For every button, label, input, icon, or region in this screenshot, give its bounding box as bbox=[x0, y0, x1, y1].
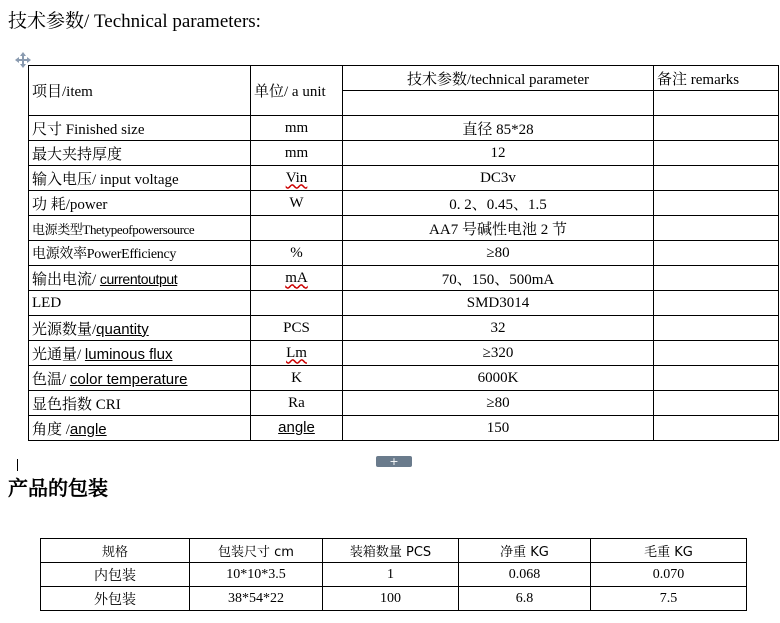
row-unit: W bbox=[251, 191, 343, 216]
row-value: 6000K bbox=[343, 366, 654, 391]
row-unit-text: Lm bbox=[286, 344, 307, 361]
row-value: 32 bbox=[343, 316, 654, 341]
row-unit: % bbox=[251, 241, 343, 266]
header-blank-cell bbox=[343, 91, 654, 116]
row-item bbox=[29, 416, 251, 441]
row-item-cn: 输出电流/ bbox=[32, 271, 100, 288]
row-remarks bbox=[654, 241, 779, 266]
row-value: 直径 85*28 bbox=[343, 116, 654, 141]
table-cell: 0.070 bbox=[591, 563, 747, 587]
row-item: 尺寸 Finished size bbox=[29, 116, 251, 141]
row-remarks bbox=[654, 216, 779, 241]
table-row bbox=[29, 266, 779, 291]
row-remarks bbox=[654, 116, 779, 141]
row-value: 150 bbox=[343, 416, 654, 441]
row-value: 0. 2、0.45、1.5 bbox=[343, 191, 654, 216]
row-item: LED bbox=[29, 291, 251, 316]
row-remarks bbox=[654, 341, 779, 366]
row-value: 70、150、500mA bbox=[343, 266, 654, 291]
row-item: 电源类型Thetypeofpowersource bbox=[29, 216, 251, 241]
header-cell: 净重 KG bbox=[459, 539, 591, 563]
table-row bbox=[29, 241, 779, 266]
table-cell: 6.8 bbox=[459, 587, 591, 611]
row-item: 功 耗/power bbox=[29, 191, 251, 216]
page-heading: 技术参数/ Technical parameters: bbox=[8, 11, 261, 32]
header-cell: 规格 bbox=[41, 539, 190, 563]
row-unit: Ra bbox=[251, 391, 343, 416]
row-item bbox=[29, 366, 251, 391]
row-item-cn: 光通量/ bbox=[32, 346, 85, 363]
packaging-table bbox=[40, 538, 747, 611]
header-cell: 毛重 KG bbox=[591, 539, 747, 563]
header-remarks: 备注 remarks bbox=[654, 66, 779, 91]
header-blank-cell bbox=[654, 91, 779, 116]
row-unit bbox=[251, 266, 343, 291]
row-unit: mm bbox=[251, 116, 343, 141]
row-unit bbox=[251, 291, 343, 316]
row-remarks bbox=[654, 366, 779, 391]
table-row bbox=[29, 116, 779, 141]
row-value: AA7 号碱性电池 2 节 bbox=[343, 216, 654, 241]
technical-parameters-table bbox=[28, 65, 779, 441]
table-cell: 100 bbox=[323, 587, 459, 611]
table-cell: 内包装 bbox=[41, 563, 190, 587]
row-unit: PCS bbox=[251, 316, 343, 341]
table-row bbox=[29, 166, 779, 191]
table-row bbox=[29, 216, 779, 241]
row-unit-text: mA bbox=[285, 269, 308, 286]
row-unit bbox=[251, 416, 343, 441]
row-item bbox=[29, 166, 251, 191]
table-row bbox=[29, 141, 779, 166]
row-value: ≥80 bbox=[343, 241, 654, 266]
row-item-en: color temperature bbox=[69, 370, 188, 388]
table-row bbox=[29, 291, 779, 316]
row-item bbox=[29, 266, 251, 291]
row-remarks bbox=[654, 191, 779, 216]
row-item: 电源效率PowerEfficiency bbox=[29, 241, 251, 266]
row-item-en: currentoutput bbox=[99, 270, 178, 287]
row-item-en: luminous flux bbox=[84, 345, 173, 363]
packaging-title: 产品的包装 bbox=[8, 478, 108, 500]
row-item-en: quantity bbox=[96, 320, 149, 338]
table-row bbox=[41, 563, 747, 587]
header-cell: 包装尺寸 cm bbox=[190, 539, 323, 563]
table-cell: 外包装 bbox=[41, 587, 190, 611]
table-header-row bbox=[41, 539, 747, 563]
row-item-en: angle bbox=[69, 420, 107, 438]
row-item-en: input voltage bbox=[99, 171, 179, 188]
row-unit bbox=[251, 341, 343, 366]
row-item: 最大夹持厚度 bbox=[29, 141, 251, 166]
row-unit: K bbox=[251, 366, 343, 391]
table-row bbox=[29, 316, 779, 341]
table-cell: 10*10*3.5 bbox=[190, 563, 323, 587]
table-cell: 38*54*22 bbox=[190, 587, 323, 611]
header-cell: 装箱数量 PCS bbox=[323, 539, 459, 563]
row-value: SMD3014 bbox=[343, 291, 654, 316]
table-cell: 7.5 bbox=[591, 587, 747, 611]
row-item: 显色指数 CRI bbox=[29, 391, 251, 416]
row-item-cn: 角度 / bbox=[32, 421, 70, 438]
row-unit bbox=[251, 216, 343, 241]
table-row bbox=[29, 366, 779, 391]
row-value: DC3v bbox=[343, 166, 654, 191]
table-cell: 0.068 bbox=[459, 563, 591, 587]
add-row-plus-icon[interactable]: + bbox=[376, 456, 412, 467]
row-item-cn: 光源数量/ bbox=[32, 321, 97, 338]
row-remarks bbox=[654, 141, 779, 166]
table-row bbox=[29, 391, 779, 416]
text-cursor bbox=[17, 459, 18, 471]
row-remarks bbox=[654, 266, 779, 291]
table-row bbox=[29, 191, 779, 216]
row-remarks bbox=[654, 316, 779, 341]
row-unit bbox=[251, 166, 343, 191]
row-item-cn: 输入电压/ bbox=[32, 171, 100, 188]
row-unit: mm bbox=[251, 141, 343, 166]
row-unit-text: Vin bbox=[285, 169, 308, 186]
row-remarks bbox=[654, 416, 779, 441]
row-value: 12 bbox=[343, 141, 654, 166]
row-remarks bbox=[654, 291, 779, 316]
row-value: ≥320 bbox=[343, 341, 654, 366]
header-item: 项目/item bbox=[29, 66, 251, 116]
row-value: ≥80 bbox=[343, 391, 654, 416]
row-item bbox=[29, 316, 251, 341]
header-technical-parameter: 技术参数/technical parameter bbox=[343, 66, 654, 91]
row-unit-text: angle bbox=[278, 419, 315, 436]
row-remarks bbox=[654, 166, 779, 191]
table-row bbox=[29, 416, 779, 441]
row-item-cn: 色温/ bbox=[32, 371, 70, 388]
header-unit: 单位/ a unit bbox=[251, 66, 343, 116]
row-remarks bbox=[654, 391, 779, 416]
row-item bbox=[29, 341, 251, 366]
table-row bbox=[41, 587, 747, 611]
table-cell: 1 bbox=[323, 563, 459, 587]
table-row bbox=[29, 341, 779, 366]
